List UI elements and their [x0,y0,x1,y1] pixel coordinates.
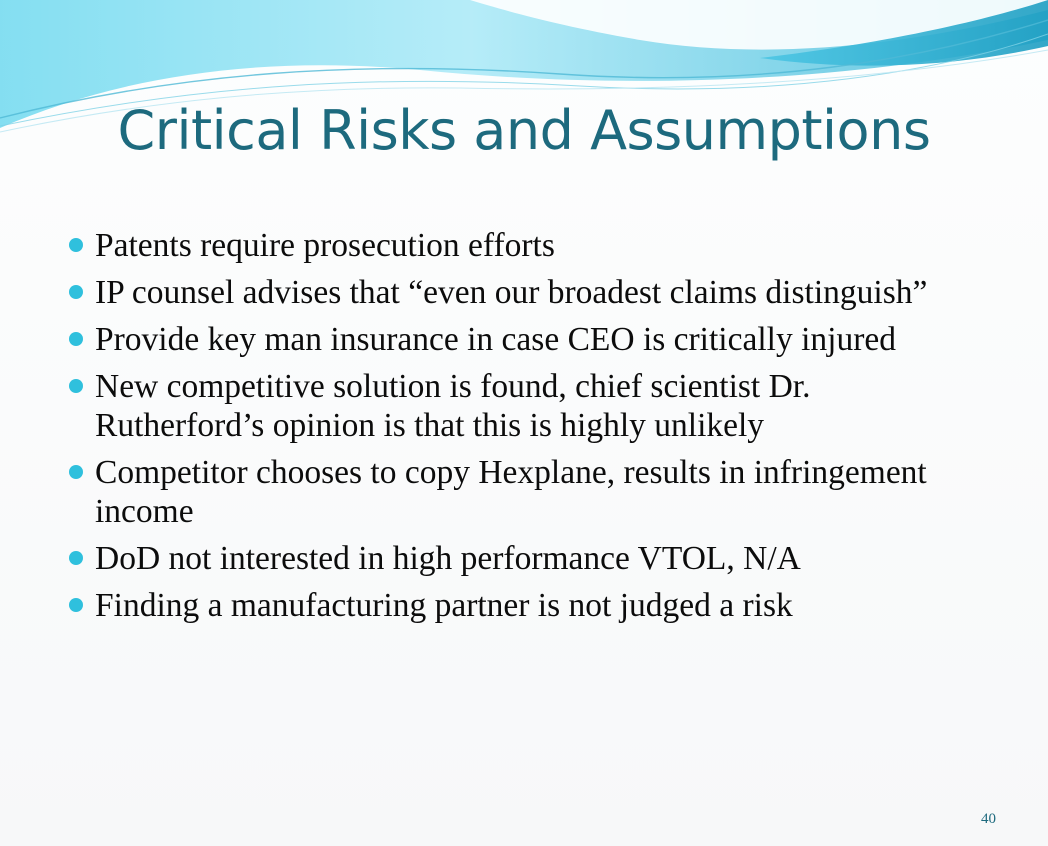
bullet-dot-icon [69,238,83,252]
bullet-dot-icon [69,551,83,565]
bullet-dot-icon [69,379,83,393]
bullet-text: Provide key man insurance in case CEO is critically injured [95,321,896,358]
bullet-item [66,539,966,578]
bullet-text: Competitor chooses to copy Hexplane, results in infringement income [95,454,927,530]
bullet-text: Finding a manufacturing partner is not judged a risk [95,587,793,624]
bullet-dot-icon [69,598,83,612]
bullet-item [66,367,966,445]
bullet-text: IP counsel advises that “even our broadest claims distinguish” [95,274,928,311]
bullet-dot-icon [69,465,83,479]
bullet-item [66,226,966,265]
bullet-list [66,226,966,633]
bullet-dot-icon [69,285,83,299]
bullet-text: DoD not interested in high performance VTOL, N/A [95,540,801,577]
bullet-item [66,320,966,359]
bullet-text: New competitive solution is found, chief scientist Dr. Rutherford’s opinion is that this is highly unlikely [95,368,811,444]
slide-title: Critical Risks and Assumptions [117,99,931,162]
bullet-item [66,586,966,625]
bullet-item [66,453,966,531]
bullet-text: Patents require prosecution efforts [95,227,555,264]
page-number: 40 [981,811,996,827]
bullet-item [66,273,966,312]
bullet-dot-icon [69,332,83,346]
